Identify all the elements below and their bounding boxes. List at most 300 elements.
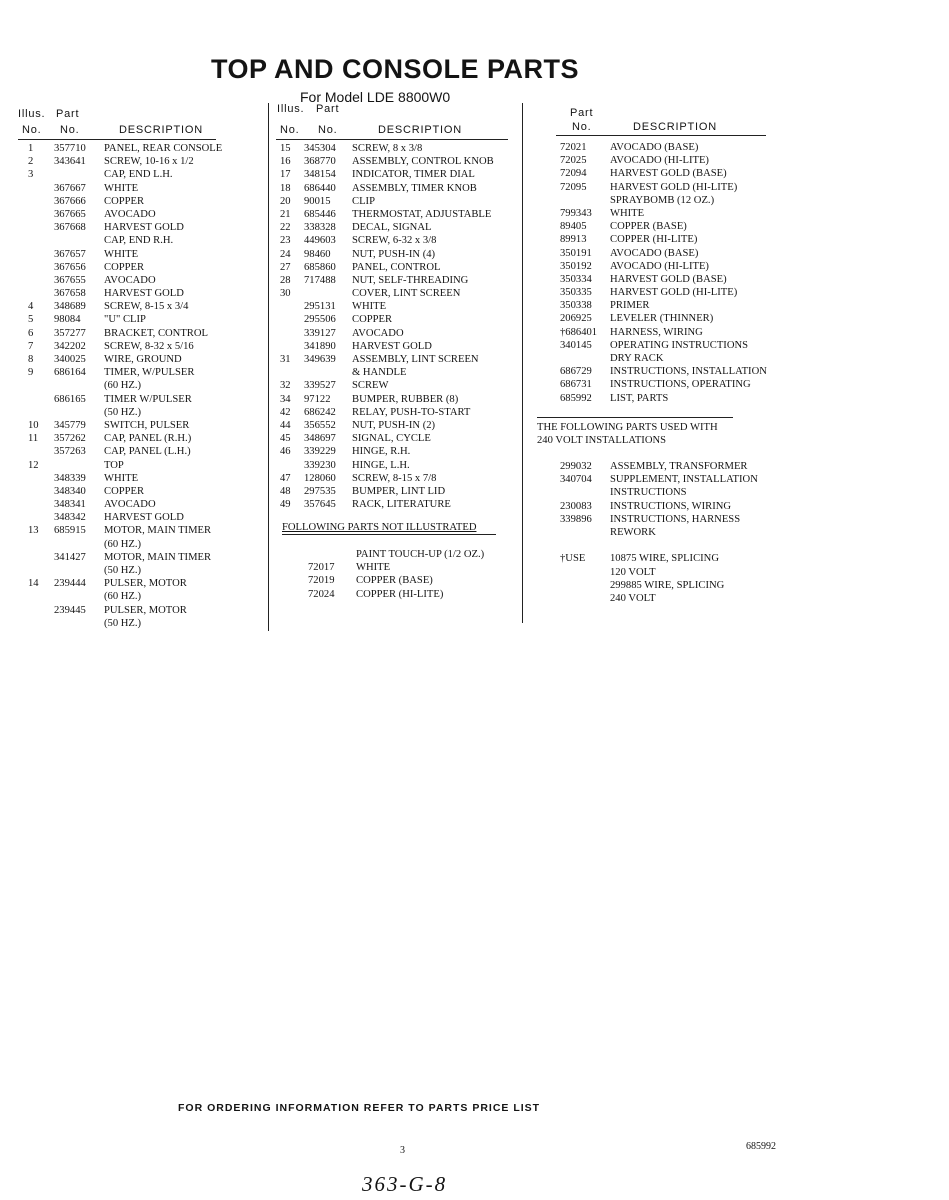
part-no: 357645 xyxy=(304,499,336,511)
col1-description-header: DESCRIPTION xyxy=(119,124,203,136)
illus-no: 15 xyxy=(280,143,291,154)
part-no: 72021 xyxy=(560,142,587,153)
table-row xyxy=(18,234,263,247)
part-no: 348154 xyxy=(304,169,336,181)
part-no: 686164 xyxy=(54,367,86,379)
description: REWORK xyxy=(610,526,656,538)
description: NUT, PUSH-IN (2) xyxy=(352,419,436,431)
part-no: 368770 xyxy=(304,156,336,168)
part-no: 295506 xyxy=(304,314,336,326)
table-row xyxy=(276,406,516,419)
description: COPPER xyxy=(104,261,145,273)
description: AVOCADO xyxy=(352,327,404,339)
description: (50 HZ.) xyxy=(104,565,142,576)
part-no: 72019 xyxy=(308,575,335,587)
part-no: 686440 xyxy=(304,182,336,194)
table-row xyxy=(18,604,263,617)
table-row xyxy=(18,300,263,313)
part-no: 367666 xyxy=(54,195,86,207)
table-row xyxy=(276,366,516,379)
table-row xyxy=(530,260,820,273)
col2-part-header: Part xyxy=(316,103,340,115)
table-row xyxy=(276,287,516,300)
table-row xyxy=(530,592,820,605)
description: LEVELER (THINNER) xyxy=(610,313,714,325)
table-row xyxy=(18,366,263,379)
part-no: 686165 xyxy=(54,393,86,405)
table-row xyxy=(530,392,820,405)
table-row xyxy=(276,182,516,195)
table-row xyxy=(276,588,516,601)
table-row xyxy=(18,472,263,485)
table-row xyxy=(276,340,516,353)
illus-no: 30 xyxy=(280,288,291,300)
col1-illus-header: Illus. xyxy=(18,108,46,120)
document-number: 685992 xyxy=(746,1141,776,1152)
part-no: 449603 xyxy=(304,235,336,247)
part-no: 339127 xyxy=(304,327,336,339)
table-row xyxy=(276,142,516,155)
description: DECAL, SIGNAL xyxy=(352,222,432,234)
table-row xyxy=(530,500,820,513)
part-no: 341890 xyxy=(304,340,336,352)
part-no: 89913 xyxy=(560,234,587,246)
col3-note-line2: 240 VOLT INSTALLATIONS xyxy=(537,435,667,447)
part-no: 350191 xyxy=(560,247,592,259)
column-divider-right xyxy=(522,103,523,623)
part-no: 98460 xyxy=(304,248,331,260)
illus-no: 22 xyxy=(280,222,291,234)
handwritten-note: 363-G-8 xyxy=(362,1172,448,1196)
part-no: 340145 xyxy=(560,339,592,351)
part-no: 230083 xyxy=(560,500,592,512)
table-row xyxy=(18,551,263,564)
description: MOTOR, MAIN TIMER xyxy=(104,551,212,563)
part-no: 357263 xyxy=(54,446,86,458)
part-no: 297535 xyxy=(304,485,336,497)
description: SIGNAL, CYCLE xyxy=(352,433,431,445)
illus-no: 12 xyxy=(28,459,39,471)
table-row xyxy=(18,577,263,590)
part-no: 348689 xyxy=(54,301,86,313)
table-row xyxy=(530,233,820,246)
description: TIMER W/PULSER xyxy=(104,393,192,405)
col2-note-rule xyxy=(282,534,496,535)
col2-header-rule xyxy=(276,139,508,140)
part-no: 685446 xyxy=(304,208,336,220)
table-row xyxy=(276,498,516,511)
table-row xyxy=(276,168,516,181)
table-row xyxy=(18,327,263,340)
table-row xyxy=(530,167,820,180)
description: CAP, END L.H. xyxy=(104,169,173,181)
illus-no: 34 xyxy=(280,393,291,405)
description: AVOCADO (HI-LITE) xyxy=(610,260,709,272)
description: HARVEST GOLD (BASE) xyxy=(610,168,727,180)
table-row xyxy=(18,393,263,406)
part-no: 357710 xyxy=(54,143,86,154)
table-row xyxy=(276,274,516,287)
part-no: 72025 xyxy=(560,155,587,167)
description: BRACKET, CONTROL xyxy=(104,327,208,339)
description: AVOCADO xyxy=(104,499,156,511)
table-row xyxy=(276,221,516,234)
description: 120 VOLT xyxy=(610,566,656,578)
part-no: 90015 xyxy=(304,195,331,207)
table-row xyxy=(276,208,516,221)
table-row xyxy=(530,154,820,167)
description: CLIP xyxy=(352,195,375,207)
description: SUPPLEMENT, INSTALLATION xyxy=(610,474,758,486)
description: HARVEST GOLD xyxy=(352,340,432,352)
description: WHITE xyxy=(352,301,387,313)
col3-240v-note xyxy=(537,421,718,447)
table-row xyxy=(530,273,820,286)
description: RACK, LITERATURE xyxy=(352,499,451,511)
part-no: 357262 xyxy=(54,433,86,445)
part-no: †686401 xyxy=(560,326,598,338)
table-row xyxy=(530,579,820,592)
description: PULSER, MOTOR xyxy=(104,578,187,590)
part-no: 350192 xyxy=(560,260,592,272)
table-row xyxy=(18,379,263,392)
table-row xyxy=(530,181,820,194)
table-row xyxy=(276,472,516,485)
illus-no: 48 xyxy=(280,485,291,497)
part-no: 339230 xyxy=(304,459,336,471)
table-row xyxy=(530,326,820,339)
description: INSTRUCTIONS, HARNESS xyxy=(610,513,741,525)
table-row xyxy=(276,261,516,274)
description: AVOCADO xyxy=(104,208,156,220)
description: SWITCH, PULSER xyxy=(104,419,190,431)
table-row xyxy=(530,352,820,365)
description: ASSEMBLY, TRANSFORMER xyxy=(610,461,748,472)
description: WHITE xyxy=(104,472,139,484)
description: ASSEMBLY, CONTROL KNOB xyxy=(352,156,494,168)
table-row xyxy=(18,485,263,498)
page-title: TOP AND CONSOLE PARTS xyxy=(210,54,580,84)
col2-parts-list xyxy=(276,142,516,511)
part-no: 350335 xyxy=(560,287,592,299)
table-row xyxy=(18,221,263,234)
col2-no-header: No. xyxy=(280,124,300,136)
description: COVER, LINT SCREEN xyxy=(352,288,461,300)
table-row xyxy=(18,590,263,603)
description: AVOCADO (BASE) xyxy=(610,247,699,259)
illus-no: 16 xyxy=(280,156,291,168)
col2b-parts-list xyxy=(276,548,516,601)
part-no: 339896 xyxy=(560,513,592,525)
table-row xyxy=(18,564,263,577)
illus-no: 11 xyxy=(28,433,39,445)
part-no: 685992 xyxy=(560,392,592,404)
table-row xyxy=(18,617,263,630)
description: PRIMER xyxy=(610,300,650,312)
description: PULSER, MOTOR xyxy=(104,604,187,616)
part-no: 356552 xyxy=(304,419,336,431)
part-no: 367668 xyxy=(54,222,86,234)
table-row xyxy=(530,207,820,220)
part-no: 340704 xyxy=(560,474,592,486)
description: HARVEST GOLD (HI-LITE) xyxy=(610,287,738,299)
table-row xyxy=(530,486,820,499)
table-row xyxy=(276,195,516,208)
description: OPERATING INSTRUCTIONS xyxy=(610,339,749,351)
table-row xyxy=(18,498,263,511)
table-row xyxy=(18,432,263,445)
part-no: 98084 xyxy=(54,314,81,326)
column-divider-left xyxy=(268,103,269,631)
table-row xyxy=(18,353,263,366)
part-no: 338328 xyxy=(304,222,336,234)
description: HINGE, R.H. xyxy=(352,446,411,458)
description: (50 HZ.) xyxy=(104,406,142,418)
part-no: 72024 xyxy=(308,588,335,600)
part-no: 72094 xyxy=(560,168,587,180)
col3-parts-list xyxy=(530,141,820,405)
part-no: 350334 xyxy=(560,273,592,285)
illus-no: 32 xyxy=(280,380,291,392)
part-no: 97122 xyxy=(304,393,331,405)
part-no: 89405 xyxy=(560,221,587,233)
description: HARVEST GOLD xyxy=(104,222,184,234)
col2-note-text: FOLLOWING PARTS NOT ILLUSTRATED xyxy=(282,522,477,533)
table-row xyxy=(276,432,516,445)
col3-no-header: No. xyxy=(572,121,592,133)
description: INSTRUCTIONS xyxy=(610,487,687,499)
ordering-info-footer: FOR ORDERING INFORMATION REFER TO PARTS PRICE LIST xyxy=(178,1102,541,1114)
illus-no: 24 xyxy=(280,248,291,260)
part-no: 72095 xyxy=(560,181,587,193)
table-row xyxy=(18,287,263,300)
table-row xyxy=(18,248,263,261)
description: HARVEST GOLD xyxy=(104,288,184,300)
col2-illus-header: Illus. xyxy=(277,103,305,115)
description: HARVEST GOLD (HI-LITE) xyxy=(610,181,738,193)
description: (60 HZ.) xyxy=(104,380,142,392)
table-row xyxy=(276,548,516,561)
description: WHITE xyxy=(104,248,139,260)
table-row xyxy=(276,561,516,574)
description: SCREW, 8-15 x 3/4 xyxy=(104,301,189,313)
part-no: 348340 xyxy=(54,485,86,497)
table-row xyxy=(276,574,516,587)
description: DRY RACK xyxy=(610,353,664,364)
col1-no-header: No. xyxy=(22,124,42,136)
table-row xyxy=(530,194,820,207)
table-row xyxy=(276,445,516,458)
table-row xyxy=(530,247,820,260)
description: TIMER, W/PULSER xyxy=(104,367,195,379)
table-row xyxy=(18,195,263,208)
description: ASSEMBLY, TIMER KNOB xyxy=(352,182,477,194)
description: INSTRUCTIONS, OPERATING xyxy=(610,379,751,391)
description: SCREW, 8-15 x 7/8 xyxy=(352,472,437,484)
table-row xyxy=(276,379,516,392)
table-row xyxy=(276,327,516,340)
description: INSTRUCTIONS, INSTALLATION xyxy=(610,366,767,378)
illus-no: 42 xyxy=(280,406,291,418)
part-no: 339229 xyxy=(304,446,336,458)
description: HINGE, L.H. xyxy=(352,459,410,471)
col1-part-header: Part xyxy=(56,108,80,120)
illus-no: 31 xyxy=(280,354,291,365)
part-no: 686242 xyxy=(304,406,336,418)
table-row xyxy=(276,155,516,168)
description: CAP, END R.H. xyxy=(104,235,174,247)
illus-no: 6 xyxy=(28,327,34,339)
table-row xyxy=(530,513,820,526)
illus-no: 1 xyxy=(28,143,34,154)
description: COPPER (BASE) xyxy=(356,575,433,587)
description: 240 VOLT xyxy=(610,592,656,604)
description: (60 HZ.) xyxy=(104,591,142,603)
description: BUMPER, LINT LID xyxy=(352,485,446,497)
description: HARVEST GOLD (BASE) xyxy=(610,273,727,285)
description: (60 HZ.) xyxy=(104,538,142,550)
description: WHITE xyxy=(610,207,645,219)
part-no: 348342 xyxy=(54,512,86,524)
illus-no: 2 xyxy=(28,156,34,168)
part-no: 345304 xyxy=(304,143,336,154)
table-row xyxy=(18,524,263,537)
part-no: 299032 xyxy=(560,461,592,472)
description: SCREW, 8-32 x 5/16 xyxy=(104,340,194,352)
table-row xyxy=(276,248,516,261)
description: WHITE xyxy=(104,182,139,194)
description: "U" CLIP xyxy=(104,314,146,326)
table-row xyxy=(18,538,263,551)
col2-not-illustrated-note xyxy=(282,521,476,534)
description: COPPER (HI-LITE) xyxy=(356,588,444,600)
table-row xyxy=(276,393,516,406)
part-no: 295131 xyxy=(304,301,336,313)
part-no: 348339 xyxy=(54,472,86,484)
illus-no: 9 xyxy=(28,367,34,379)
illus-no: 5 xyxy=(28,314,34,326)
table-row xyxy=(530,378,820,391)
description: AVOCADO (HI-LITE) xyxy=(610,155,709,167)
col3b-parts-list xyxy=(530,460,820,605)
description: THERMOSTAT, ADJUSTABLE xyxy=(352,208,492,220)
description: 10875 WIRE, SPLICING xyxy=(610,553,719,565)
description: 299885 WIRE, SPLICING xyxy=(610,579,725,591)
description: HARNESS, WIRING xyxy=(610,326,703,338)
description: SPRAYBOMB (12 OZ.) xyxy=(610,194,715,206)
description: INSTRUCTIONS, WIRING xyxy=(610,500,732,512)
col3-header-rule xyxy=(556,135,766,136)
table-row xyxy=(530,299,820,312)
illus-no: 23 xyxy=(280,235,291,247)
part-no: 367667 xyxy=(54,182,86,194)
table-row xyxy=(276,353,516,366)
table-row xyxy=(530,312,820,325)
part-no: 686731 xyxy=(560,379,592,391)
illus-no: 46 xyxy=(280,446,291,458)
col2-description-header: DESCRIPTION xyxy=(378,124,462,136)
table-row xyxy=(276,459,516,472)
description: SCREW xyxy=(352,380,389,392)
illus-no: 8 xyxy=(28,354,34,365)
part-no: 357277 xyxy=(54,327,86,339)
part-no: 72017 xyxy=(308,562,335,574)
description: WHITE xyxy=(356,562,391,574)
illus-no: 13 xyxy=(28,525,39,537)
col1-part-no-header: No. xyxy=(60,124,80,136)
description: COPPER (BASE) xyxy=(610,221,687,233)
part-no: 239445 xyxy=(54,604,86,616)
part-no: 350338 xyxy=(560,300,592,312)
part-no: 686729 xyxy=(560,366,592,378)
illus-no: 17 xyxy=(280,169,291,181)
illus-no: 18 xyxy=(280,182,291,194)
part-no: 367657 xyxy=(54,248,86,260)
part-no: 343641 xyxy=(54,156,86,168)
table-row xyxy=(276,313,516,326)
table-row xyxy=(530,526,820,539)
description: PANEL, CONTROL xyxy=(352,261,441,273)
table-row xyxy=(18,313,263,326)
illus-no: 10 xyxy=(28,419,39,431)
part-no: 348697 xyxy=(304,433,336,445)
table-row xyxy=(18,511,263,524)
description: PAINT TOUCH-UP (1/2 OZ.) xyxy=(356,549,485,560)
table-row xyxy=(18,155,263,168)
part-no: 799343 xyxy=(560,207,592,219)
description: CAP, PANEL (R.H.) xyxy=(104,433,192,445)
table-row xyxy=(18,208,263,221)
table-row xyxy=(530,141,820,154)
description: COPPER (HI-LITE) xyxy=(610,234,698,246)
illus-no: 4 xyxy=(28,301,34,313)
illus-no: 3 xyxy=(28,169,34,181)
col2-part-no-header: No. xyxy=(318,124,338,136)
table-row xyxy=(530,539,820,552)
table-row xyxy=(530,365,820,378)
part-no: 367655 xyxy=(54,274,86,286)
part-no: 339527 xyxy=(304,380,336,392)
description: RELAY, PUSH-TO-START xyxy=(352,406,471,418)
description: NUT, PUSH-IN (4) xyxy=(352,248,436,260)
illus-no: 20 xyxy=(280,195,291,207)
table-row xyxy=(18,168,263,181)
description: LIST, PARTS xyxy=(610,392,669,404)
description: HARVEST GOLD xyxy=(104,512,184,524)
illus-no: 21 xyxy=(280,208,291,220)
table-row xyxy=(18,459,263,472)
description: SCREW, 10-16 x 1/2 xyxy=(104,156,194,168)
description: BUMPER, RUBBER (8) xyxy=(352,393,459,405)
part-no: 239444 xyxy=(54,578,86,590)
part-no: 206925 xyxy=(560,313,592,325)
table-row xyxy=(18,182,263,195)
description: MOTOR, MAIN TIMER xyxy=(104,525,212,537)
col3-description-header: DESCRIPTION xyxy=(633,121,717,133)
page-number: 3 xyxy=(400,1145,405,1156)
table-row xyxy=(18,419,263,432)
description: ASSEMBLY, LINT SCREEN xyxy=(352,354,479,365)
illus-no: 45 xyxy=(280,433,291,445)
part-no: 341427 xyxy=(54,551,86,563)
table-row xyxy=(530,552,820,565)
part-no: 128060 xyxy=(304,472,336,484)
description: PANEL, REAR CONSOLE xyxy=(104,143,223,154)
col1-parts-list xyxy=(18,142,263,630)
illus-no: 47 xyxy=(280,472,291,484)
description: INDICATOR, TIMER DIAL xyxy=(352,169,475,181)
col3-part-header: Part xyxy=(570,107,594,119)
